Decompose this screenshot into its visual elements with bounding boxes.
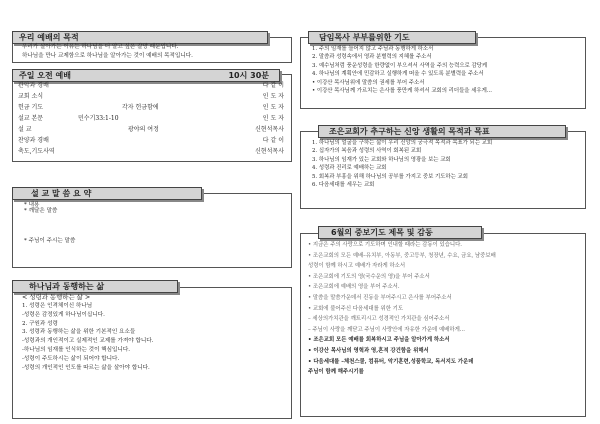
worship-order [12,82,290,162]
june-prayer-title: 6월의 중보기도 제목 및 감동 [318,226,482,239]
sermon-box [12,193,292,268]
worship-row: 설 교 광야의 여정 신현석목사 [18,126,284,133]
walk-subtitle: < 성령과 동행하는 삶 > [22,293,91,301]
worship-title: 주일 오전 예배 [19,71,71,80]
worship-row: 관악과 경배 다 같 이 [18,82,284,89]
walk-title: 하나님과 동행하는 삶 [12,280,178,293]
sermon-title: 설 교 말 씀 요 약 [12,187,202,200]
sermon-item: * 깨달은 말씀 [24,208,58,214]
worship-row: 교회 소식 인 도 자 [18,93,284,100]
sermon-item: * 내용 [24,202,40,208]
purpose-title: 우리 예배의 목적 [12,31,268,44]
worship-row: 찬양과 경배 다 같 이 [18,137,284,144]
june-prayer-list: • 지금은 주의 사랑으로 기도하며 인내할 때라는 감동이 있습니다. • 조은교회의 모든 예배–유치부, 아동부, 중고등부, 청장년, 수요, 금요, 남중보배 성령이 함께 하시고 예배가 자라게 하소서 • 조은교회에 기도의 영(국수운의 영)을 부어 주소서 • 조은교회에 예배의 영을 부어 주소서. • 말씀을 말씀가운데서 진동을 부어주시고 은사를 부어주소서 • 교회에 불어주신 다음세대를 위한 기도 – 세상의가치관을 깨트리시고 성경적인 가치관을 심어주소서 – 주님이 사랑을 깨닫고 주님이 사랑안에 자유한 가운데 예배하게... • 조은교회 모든 예배를 회복하시고 주님을 알아가게 하소서 • 이강산 목사님의 영혁과 영,혼적 강건함을 위해서 • 다음세대를 –체천스쿨, 컴퓨터, 악기훈련,성품학교, 독서지도 가운데 주님이 함께 해주시기를 [308,242,496,376]
purpose-text: 우리가 살아가는 이유는 하나님을 더 알고 싶은 갈망 때문입니다. 하나님을 만나 교제함으로 하나님을 알아가는 것이 예배의 목적입니다. [22,44,193,59]
worship-row: 설교 본문 민수기33:1-10 인 도 자 [18,115,284,122]
walk-content: < 성령과 동행하는 삶 > 1. 성령은 인격체이신 하나님 -성령은 감정있게 하나님이십니다. 2. 구원과 성령 3. 성령과 동행하는 삶을 위한 기본적인 요소들 -성령과의 개인적이고 실제적인 교제를 가져야 합니다. -하나님의 임재를 인식하는 것이 핵심입니다. -성령이 주도하시는 삶이 되어야 합니다. -성령의 개인적인 인도를 따르는 삶을 살아야 합니다. [22,292,284,372]
worship-time: 10시 30분 [228,71,269,80]
church-goals-title: 조은교회가 추구하는 신앙 생활의 목적과 목표 [318,125,566,138]
pastor-prayer-title: 담임목사 부부를위한 기도 [308,31,476,44]
sermon-item: * 주님이 주시는 말씀 [24,238,76,244]
worship-row: 헌금 기도 각자 헌금함에 인 도 자 [18,104,284,111]
church-goals-list: 1. 하나님의 얼굴을 구하는 삶이 우리 신앙의 궁극적 목적과 목표가 되는 교회 2. 십자가의 복음과 성령의 사역이 회복된 교회 3. 하나님의 임재가 있는 교회와 하나님의 영광을 보는 교회 4. 성령과 진리로 예배하는 교회 5. 회복과 부흥을 위해 하나님의 공부를 가지고 중보 기도하는 교회 6. 다음세대를 세우는 교회 [312,140,493,189]
worship-header [12,69,280,82]
worship-row: 축도,기도사역 신현석목사 [18,148,284,155]
pastor-prayer-list: 1. 주의 임재를 늘어지 않고 주님과 동행하게 하소서 2. 말씀과 성령속에서 영과 분별력의 지혜를 주소서 3. 예수님처럼 풍운성령을 한량없이 부으셔서 사역을 주의 능력으로 감당케 4. 하나님의 계획안에 민감하고 실행하게 떠올 수 있도록 분별력을 주소서 • 이강산 목사님위에 말씀의 권세를 부어 주소서 • 이강산 목사님께 가르치는 은사를 풍만케 하셔서 교회의 리더들을 세우게... [312,46,492,95]
